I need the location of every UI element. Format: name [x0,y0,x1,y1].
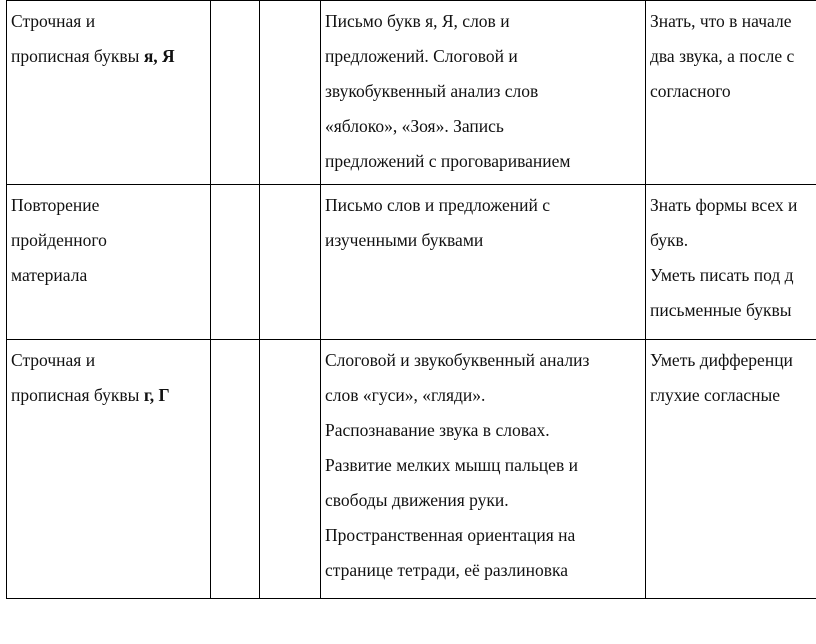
topic-cell [7,340,211,599]
content-line: Письмо слов и предложений с [325,195,551,215]
result-line: Уметь дифференци [650,350,793,370]
lesson-plan-table [6,0,816,599]
hours-cell [211,340,260,599]
topic-line: Строчная и [11,350,96,370]
topic-line: пройденного [11,230,107,250]
content-line: «яблоко», «Зоя». Запись [325,116,504,136]
result-cell [646,185,816,340]
content-line: изученными буквами [325,230,484,250]
content-line: предложений с проговариванием [325,151,571,171]
result-line: письменные буквы [650,300,792,320]
letters-bold: г, Г [143,385,170,405]
result-cell [646,340,816,599]
hours-cell [211,185,260,340]
table-row [7,1,816,185]
content-cell [321,340,646,599]
content-line: слов «гуси», «гляди». [325,385,486,405]
table-row [7,185,816,340]
content-line: свободы движения руки. [325,490,509,510]
content-line: Пространственная ориентация на [325,525,576,545]
result-cell [646,1,816,185]
letters-bold: я, Я [143,46,175,66]
topic-line: Повторение [11,195,100,215]
result-line: букв. [650,230,689,250]
content-line: предложений. Слоговой и [325,46,518,66]
content-line: Развитие мелких мышц пальцев и [325,455,578,475]
content-line: странице тетради, её разлиновка [325,560,569,580]
date-cell [260,340,321,599]
result-line: Знать формы всех и [650,195,798,215]
topic-cell [7,185,211,340]
content-line: Письмо букв я, Я, слов и [325,11,510,31]
table-row [7,340,816,599]
content-line: Слоговой и звукобуквенный анализ [325,350,590,370]
topic-line: прописная буквы г, Г [11,385,170,405]
topic-line: материала [11,265,88,285]
result-line: согласного [650,81,731,101]
result-line: Знать, что в начале [650,11,792,31]
topic-cell [7,1,211,185]
result-line: два звука, а после с [650,46,795,66]
topic-line: прописная буквы я, Я [11,46,175,66]
date-cell [260,185,321,340]
content-line: звукобуквенный анализ слов [325,81,539,101]
content-cell [321,1,646,185]
hours-cell [211,1,260,185]
content-cell [321,185,646,340]
topic-line: Строчная и [11,11,96,31]
content-line: Распознавание звука в словах. [325,420,550,440]
result-line: глухие согласные [650,385,780,405]
result-line: Уметь писать под д [650,265,794,285]
date-cell [260,1,321,185]
